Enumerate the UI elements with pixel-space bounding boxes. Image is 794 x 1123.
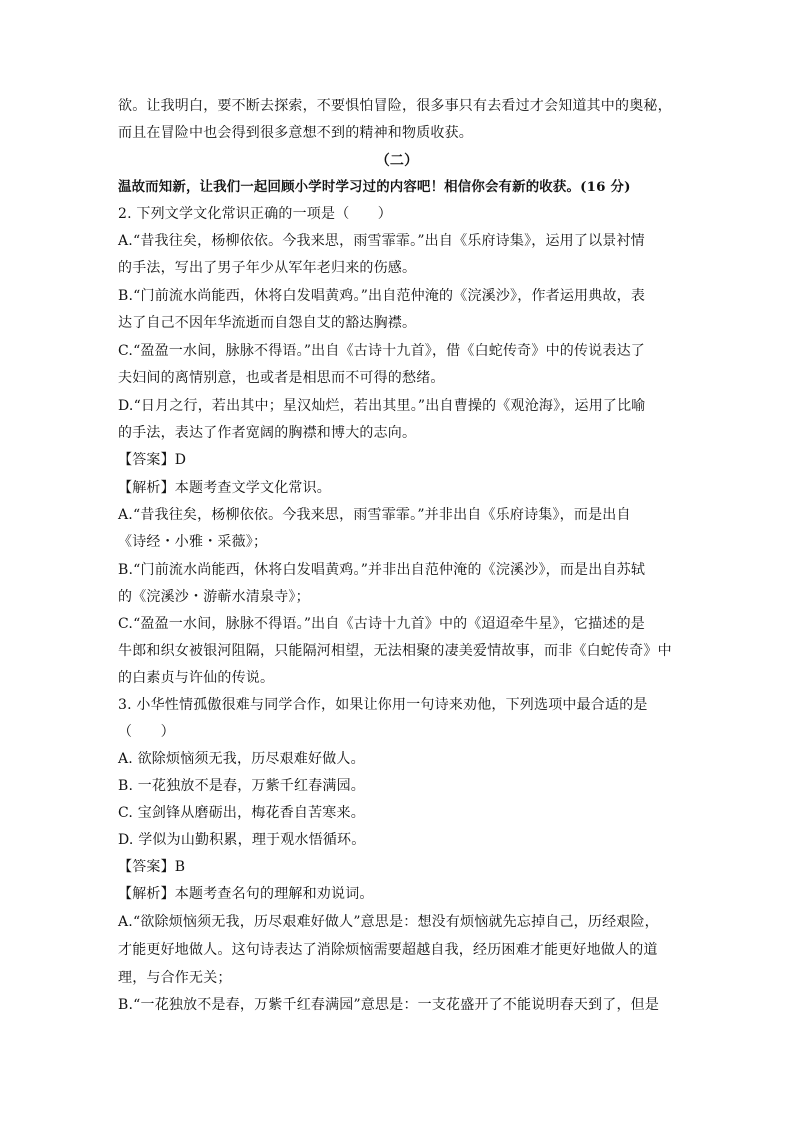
analysis-2-c-end: 的白素贞与许仙的传说。 <box>118 670 275 686</box>
section-heading: （二） <box>375 153 419 169</box>
option-b: B. 一花独放不是春，万紫千红春满园。 <box>118 778 365 794</box>
analysis-2-b: B.“门前流水尚能西，休将白发唱黄鸡。”并非出自范仲淹的《浣溪沙》，而是出自苏轼 <box>118 562 646 578</box>
analysis-3-a-end: 理，与合作无关； <box>118 970 232 986</box>
paragraph-line: 欲。让我明白，要不断去探索，不要惧怕冒险，很多事只有去看过才会知道其中的奥秘， <box>118 98 672 114</box>
analysis-2-c-cont: 牛郎和织女被银河阻隔，只能隔河相望，无法相聚的凄美爱情故事，而非《白蛇传奇》中 <box>118 643 672 659</box>
option-b-cont: 达了自己不因年华流逝而自怨自艾的豁达胸襟。 <box>118 315 417 331</box>
option-a: A. 欲除烦恼须无我，历尽艰难好做人。 <box>118 751 365 767</box>
question-3: 3. 小华性情孤傲很难与同学合作，如果让你用一句诗来劝他，下列选项中最合适的是 <box>118 697 648 713</box>
analysis-3-a: A.“欲除烦恼须无我，历尽艰难好做人”意思是：想没有烦恼就先忘掉自己，历经艰险， <box>118 914 659 930</box>
analysis-2-c: C.“盈盈一水间，脉脉不得语。”出自《古诗十九首》中的《迢迢牵牛星》，它描述的是 <box>118 616 645 632</box>
analysis-3-a-cont: 才能更好地做人。这句诗表达了消除烦恼需要超越自我，经历困难才能更好地做人的道 <box>118 942 658 958</box>
analysis-2-a-cont: 《诗经・小雅・采薇》； <box>118 534 268 550</box>
option-d: D.“日月之行，若出其中；星汉灿烂，若出其里。”出自曹操的《观沧海》，运用了比喻 <box>118 398 646 414</box>
option-c-cont: 夫妇间的离情别意，也或者是相思而不可得的愁绪。 <box>118 370 445 386</box>
analysis-2: 【解析】本题考查文学文化常识。 <box>118 480 331 496</box>
question-3-blank: （ ） <box>118 724 175 740</box>
question-2: 2. 下列文学文化常识正确的一项是（ ） <box>118 206 393 222</box>
answer-2: 【答案】D <box>118 452 187 468</box>
answer-3: 【答案】B <box>118 859 186 875</box>
option-c: C.“盈盈一水间，脉脉不得语。”出自《古诗十九首》，借《白蛇传奇》中的传说表达了 <box>118 343 645 359</box>
option-c: C. 宝剑锋从磨砺出，梅花香自苦寒来。 <box>118 805 365 821</box>
analysis-2-b-cont: 的《浣溪沙・游蕲水清泉寺》； <box>118 589 310 605</box>
option-d: D. 学似为山勤积累，理于观水悟循环。 <box>118 832 366 848</box>
paragraph-line: 而且在冒险中也会得到很多意想不到的精神和物质收获。 <box>118 125 473 141</box>
analysis-2-a: A.“昔我往矣，杨柳依依。今我来思，雨雪霏霏。”并非出自《乐府诗集》，而是出自 <box>118 507 631 523</box>
option-d-cont: 的手法，表达了作者宽阔的胸襟和博大的志向。 <box>118 425 417 441</box>
section-intro: 温故而知新，让我们一起回顾小学时学习过的内容吧！相信你会有新的收获。(16 分) <box>118 179 631 195</box>
option-a: A.“昔我往矣，杨柳依依。今我来思，雨雪霏霏。”出自《乐府诗集》，运用了以景衬情 <box>118 233 645 249</box>
analysis-3-b: B.“一花独放不是春，万紫千红春满园”意思是：一支花盛开了不能说明春天到了，但是 <box>118 997 660 1013</box>
option-b: B.“门前流水尚能西，休将白发唱黄鸡。”出自范仲淹的《浣溪沙》，作者运用典故，表 <box>118 288 646 304</box>
analysis-3: 【解析】本题考查名句的理解和劝说词。 <box>118 886 374 902</box>
option-a-cont: 的手法，写出了男子年少从军年老归来的伤感。 <box>118 260 417 276</box>
